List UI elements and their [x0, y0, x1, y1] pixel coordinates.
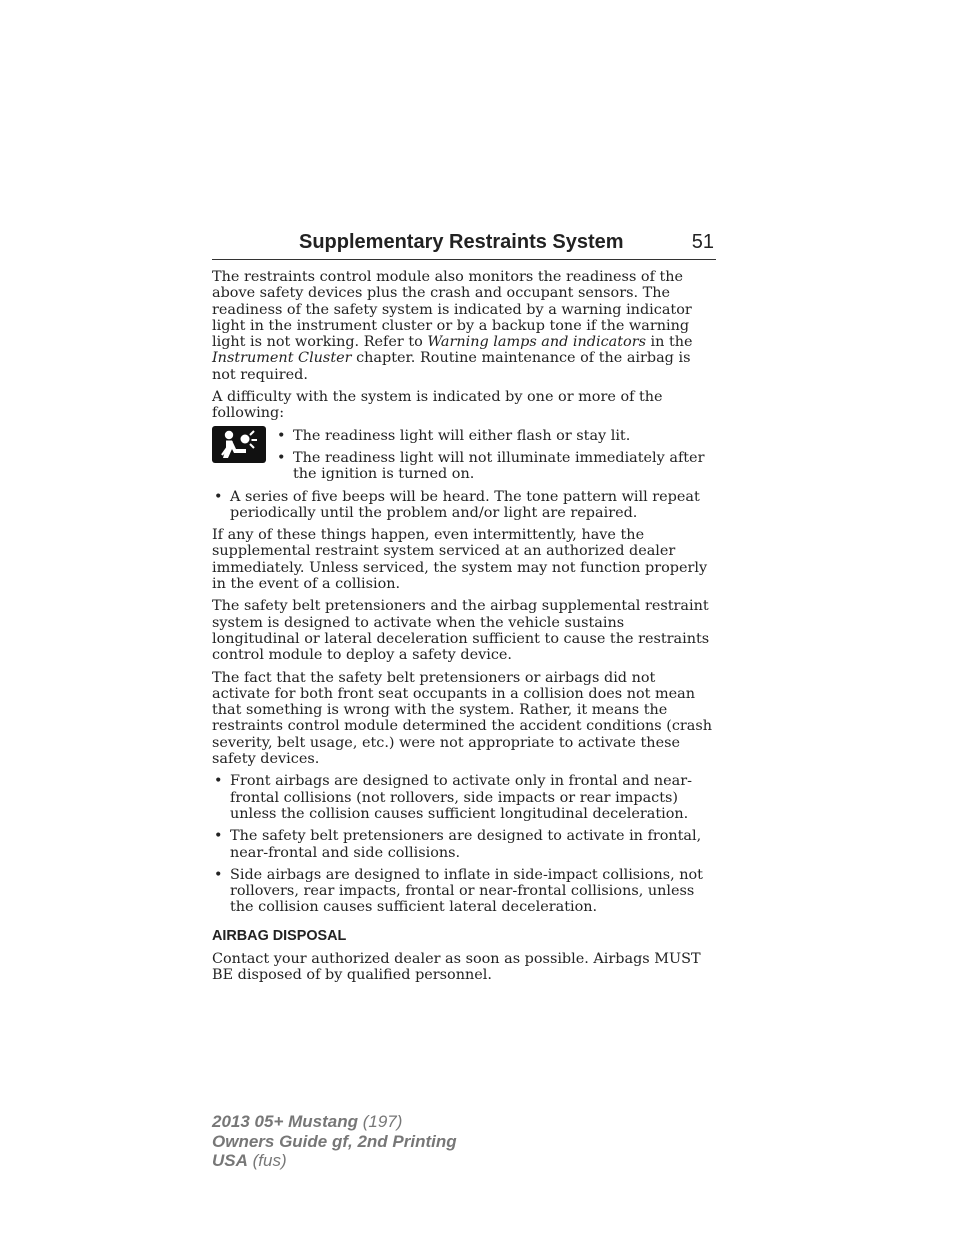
paragraph-disposal: Contact your authorized dealer as soon as possible. Airbags MUST BE disposed of by qualified personnel.	[212, 950, 701, 984]
list-item: • Front airbags are designed to activate only in frontal and near-frontal collisions (not rollovers, side impacts or rear impacts) unless the collision causes sufficient longitudinal deceleration.	[212, 773, 716, 822]
paragraph-no-activation: The fact that the safety belt pretensioners or airbags did not activate for both front seat occupants in a collision does not mean that something is wrong with the system. Rather, it means the restraints control module determined the accident conditions (crash severity, belt usage, etc.) were not appropriate to activate these safety devices.	[212, 669, 713, 768]
bullet-list-activation	[212, 773, 716, 915]
paragraph-pretensioners: The safety belt pretensioners and the airbag supplemental restraint system is designed to activate when the vehicle sustains longitudinal or lateral deceleration sufficient to cause the restraints control module to deploy a safety device.	[212, 598, 710, 664]
footer-line-guide: Owners Guide gf, 2nd Printing	[212, 1131, 457, 1151]
list-item: • The safety belt pretensioners are designed to activate in frontal, near-frontal and side collisions.	[212, 828, 716, 861]
chapter-title: Supplementary Restraints System	[299, 231, 624, 253]
footer-line-market	[212, 1151, 457, 1171]
italic-ref-warning-lamps: Warning lamps and indicators	[427, 334, 646, 351]
bullet-list-icon	[275, 428, 716, 483]
footer-model: 2013 05+ Mustang	[212, 1112, 358, 1131]
list-item: • A series of five beeps will be heard. The tone pattern will repeat periodically until the problem and/or light are repaired.	[212, 489, 716, 522]
footer-model-code: (197)	[358, 1112, 403, 1131]
icon-bullet-group	[212, 428, 716, 483]
section-heading-airbag-disposal: AIRBAG DISPOSAL	[212, 927, 347, 944]
italic-ref-instrument-cluster: Instrument Cluster	[212, 350, 352, 367]
footer-market: USA	[212, 1151, 248, 1170]
page-number: 51	[691, 231, 714, 253]
page-footer	[212, 1112, 457, 1171]
paragraph-readiness	[212, 269, 716, 383]
list-item: • Side airbags are designed to inflate in side-impact collisions, not rollovers, rear impacts, frontal or near-frontal collisions, unless the collision causes sufficient lateral deceleration.	[212, 867, 716, 916]
footer-market-code: (fus)	[247, 1151, 287, 1170]
list-item: • The readiness light will either flash or stay lit.	[275, 428, 716, 444]
list-item: • The readiness light will not illuminate immediately after the ignition is turned on.	[275, 450, 716, 483]
paragraph-difficulty: A difficulty with the system is indicated by one or more of the following:	[212, 389, 663, 422]
text-run: The restraints control module also monitors the readiness of the above safety devices plus the crash and occupant sensors. The readiness of the safety system is indicated by a warning indicator light in the instrument cluster or by a backup tone if the warning light is not working. Refer to	[212, 269, 692, 351]
text-run: in the	[645, 334, 693, 351]
page-body	[212, 269, 716, 990]
footer-line-model	[212, 1112, 457, 1132]
paragraph-service: If any of these things happen, even intermittently, have the supplemental restraint system serviced at an authorized dealer immediately. Unless serviced, the system may not function properly in the event of a collision.	[212, 527, 708, 593]
bullet-list-beeps	[212, 489, 716, 522]
text-run: chapter. Routine maintenance of the airbag is not required.	[212, 350, 691, 383]
page-header	[212, 229, 716, 260]
airbag-warning-icon	[212, 426, 266, 463]
